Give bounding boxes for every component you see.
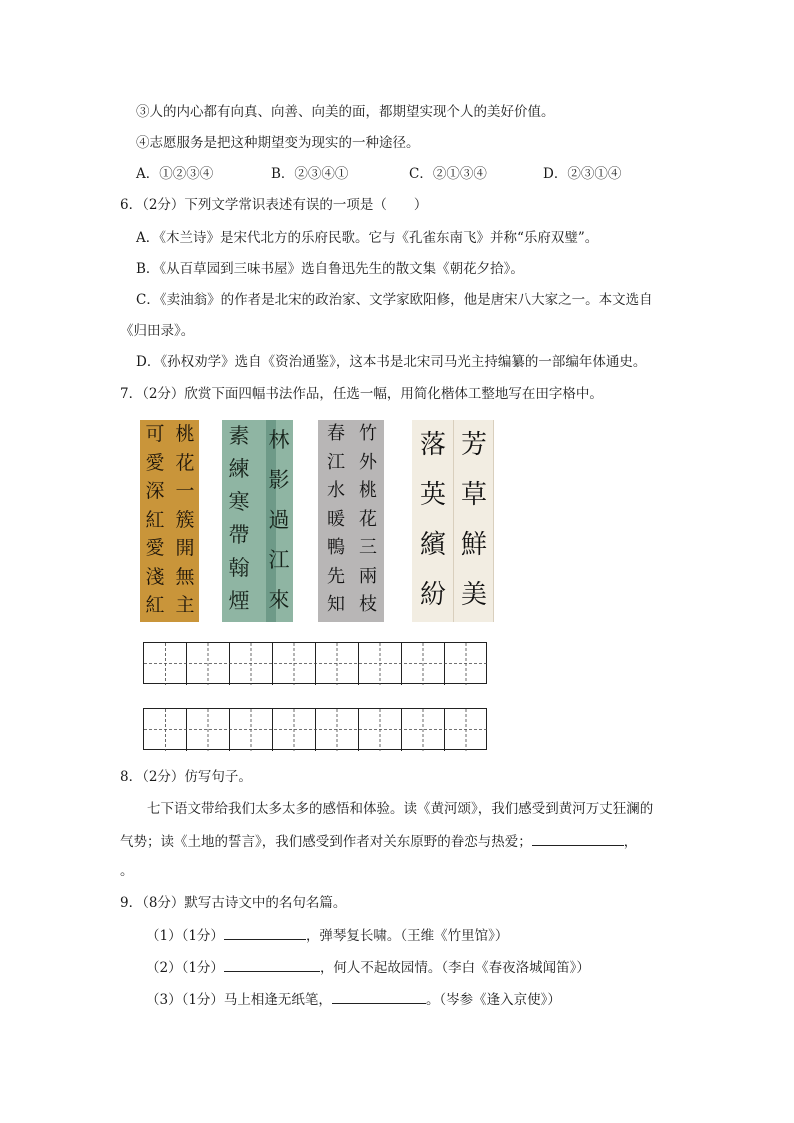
calligraphy-character: 鮮 — [460, 530, 487, 560]
calligraphy-character: 素 — [228, 424, 250, 448]
q5-item-4: ④志愿服务是把这种期望变为现实的一种途径。 — [136, 135, 420, 151]
calligraphy-character: 深 — [145, 480, 165, 502]
q7-stem: 7．（2分）欣赏下面四幅书法作品，任选一幅，用简化楷体工整地写在田字格中。 — [120, 386, 603, 402]
q5-option-d: D．②③①④ — [543, 166, 622, 182]
calligraphy-work-1 — [140, 420, 199, 622]
calligraphy-character: 桃 — [175, 423, 195, 445]
q9-stem: 9．（8分）默写古诗文中的名句名篇。 — [120, 895, 347, 911]
calligraphy-character: 枝 — [359, 594, 377, 615]
calligraphy-work-1-col-1 — [173, 420, 197, 620]
calligraphy-character: 帶 — [228, 523, 250, 547]
calligraphy-character: 影 — [268, 468, 290, 492]
q8-paragraph-line-3: 。 — [120, 863, 134, 879]
q9-item-2-blank[interactable] — [224, 957, 320, 972]
calligraphy-character: 開 — [175, 537, 195, 559]
q5-option-a: A．①②③④ — [136, 166, 214, 182]
calligraphy-character: 兩 — [359, 565, 377, 587]
calligraphy-character: 紛 — [419, 580, 446, 610]
calligraphy-character: 落 — [419, 430, 446, 460]
q6-option-c-cont: 《归田录》。 — [120, 323, 195, 339]
tianzige-grid-1-lines — [144, 643, 488, 685]
calligraphy-character: 來 — [268, 588, 290, 612]
q6-option-b: B．《从百草园到三味书屋》选自鲁迅先生的散文集《朝花夕拾》。 — [136, 261, 524, 277]
calligraphy-character: 花 — [359, 508, 377, 530]
calligraphy-character: 外 — [359, 451, 377, 473]
q6-option-c: C．《卖油翁》的作者是北宋的政治家、文学家欧阳修，他是唐宋八大家之一。本文选自 — [136, 292, 653, 308]
q8-paragraph-line-1: 七下语文带给我们太多太多的感悟和体验。读《黄河颂》，我们感受到黄河万丈狂澜的 — [147, 801, 654, 817]
calligraphy-character: 翰 — [228, 556, 250, 580]
q9-item-1-blank[interactable] — [224, 925, 306, 940]
calligraphy-character: 美 — [460, 580, 487, 610]
calligraphy-character: 無 — [175, 565, 195, 588]
calligraphy-work-4-col-1 — [457, 420, 491, 620]
calligraphy-character: 淺 — [145, 565, 165, 588]
q9-item-3 — [146, 989, 561, 1010]
calligraphy-character: 繽 — [419, 530, 446, 560]
calligraphy-character: 水 — [327, 480, 345, 501]
calligraphy-work-2-col-1 — [266, 420, 292, 620]
calligraphy-character: 江 — [268, 548, 290, 572]
q9-item-1 — [146, 925, 508, 946]
q5-option-b: B．②③④① — [271, 166, 349, 182]
calligraphy-character: 愛 — [145, 537, 165, 559]
calligraphy-character: 桃 — [359, 480, 377, 501]
calligraphy-character: 春 — [327, 423, 345, 444]
tianzige-grid-1[interactable] — [143, 642, 487, 684]
q8-stem: 8．（2分）仿写句子。 — [120, 769, 252, 785]
q8-paragraph-text: 气势；读《土地的誓言》，我们感受到作者对关东原野的眷恋与热爱； — [120, 834, 532, 850]
calligraphy-work-4 — [412, 420, 494, 622]
calligraphy-character: 江 — [327, 451, 345, 473]
calligraphy-character: 愛 — [145, 451, 165, 474]
calligraphy-character: 簇 — [175, 508, 195, 531]
calligraphy-work-3-col-2 — [324, 420, 348, 620]
calligraphy-character: 竹 — [359, 423, 377, 444]
calligraphy-character: 紅 — [145, 508, 165, 531]
calligraphy-character: 主 — [175, 594, 195, 616]
calligraphy-character: 三 — [359, 537, 377, 558]
column-rule — [453, 420, 454, 622]
calligraphy-character: 煙 — [228, 589, 250, 613]
calligraphy-character: 林 — [268, 428, 290, 452]
calligraphy-work-2 — [222, 420, 293, 622]
calligraphy-character: 知 — [327, 594, 345, 615]
calligraphy-character: 花 — [175, 451, 195, 474]
calligraphy-work-3 — [318, 420, 384, 622]
q8-comma: ， — [623, 834, 638, 850]
q8-answer-blank[interactable] — [532, 831, 624, 846]
q6-option-d: D．《孙权劝学》选自《资治通鉴》，这本书是北宋司马光主持编纂的一部编年体通史。 — [136, 354, 647, 370]
q5-options — [136, 164, 621, 184]
calligraphy-work-2-col-2 — [226, 420, 252, 618]
calligraphy-character: 草 — [460, 480, 487, 510]
calligraphy-character: 寒 — [228, 490, 250, 514]
q8-paragraph-line-2 — [120, 831, 637, 852]
calligraphy-character: 英 — [419, 480, 446, 510]
column-rule — [493, 420, 494, 622]
q5-item-3: ③人的内心都有向真、向善、向美的面，都期望实现个人的美好价值。 — [136, 104, 555, 120]
q9-item-2 — [146, 957, 590, 978]
q5-option-c: C．②①③④ — [409, 166, 487, 182]
calligraphy-character: 芳 — [460, 430, 487, 460]
calligraphy-character: 一 — [175, 480, 195, 502]
q9-item-3-text-a: （3）（1分）马上相逢无纸笔， — [146, 992, 332, 1008]
calligraphy-character: 過 — [268, 508, 290, 532]
calligraphy-character: 先 — [327, 565, 345, 587]
q9-item-2-label: （2）（1分） — [146, 960, 224, 976]
q9-item-3-blank[interactable] — [332, 989, 426, 1004]
tianzige-grid-2-lines — [144, 709, 488, 751]
calligraphy-work-3-col-1 — [356, 420, 380, 620]
q9-item-1-text: ，弹琴复长啸。（王维《竹里馆》） — [305, 928, 509, 944]
q6-stem: 6．（2分）下列文学常识表述有误的一项是（ ） — [120, 197, 428, 213]
tianzige-grid-2[interactable] — [143, 708, 487, 750]
q6-option-a: A．《木兰诗》是宋代北方的乐府民歌。它与《孔雀东南飞》并称“乐府双璧”。 — [136, 230, 599, 246]
calligraphy-work-1-col-2 — [143, 420, 167, 620]
calligraphy-character: 練 — [228, 457, 250, 481]
calligraphy-character: 紅 — [145, 594, 165, 616]
calligraphy-character: 暖 — [327, 508, 345, 530]
calligraphy-work-4-col-2 — [416, 420, 450, 620]
calligraphy-character: 鴨 — [327, 537, 345, 558]
calligraphy-character: 可 — [145, 423, 165, 445]
q9-item-1-label: （1）（1分） — [146, 928, 224, 944]
q9-item-2-text: ，何人不起故园情。（李白《春夜洛城闻笛》） — [319, 960, 590, 976]
q9-item-3-text-b: 。（岑参《逢入京使》） — [425, 992, 561, 1008]
